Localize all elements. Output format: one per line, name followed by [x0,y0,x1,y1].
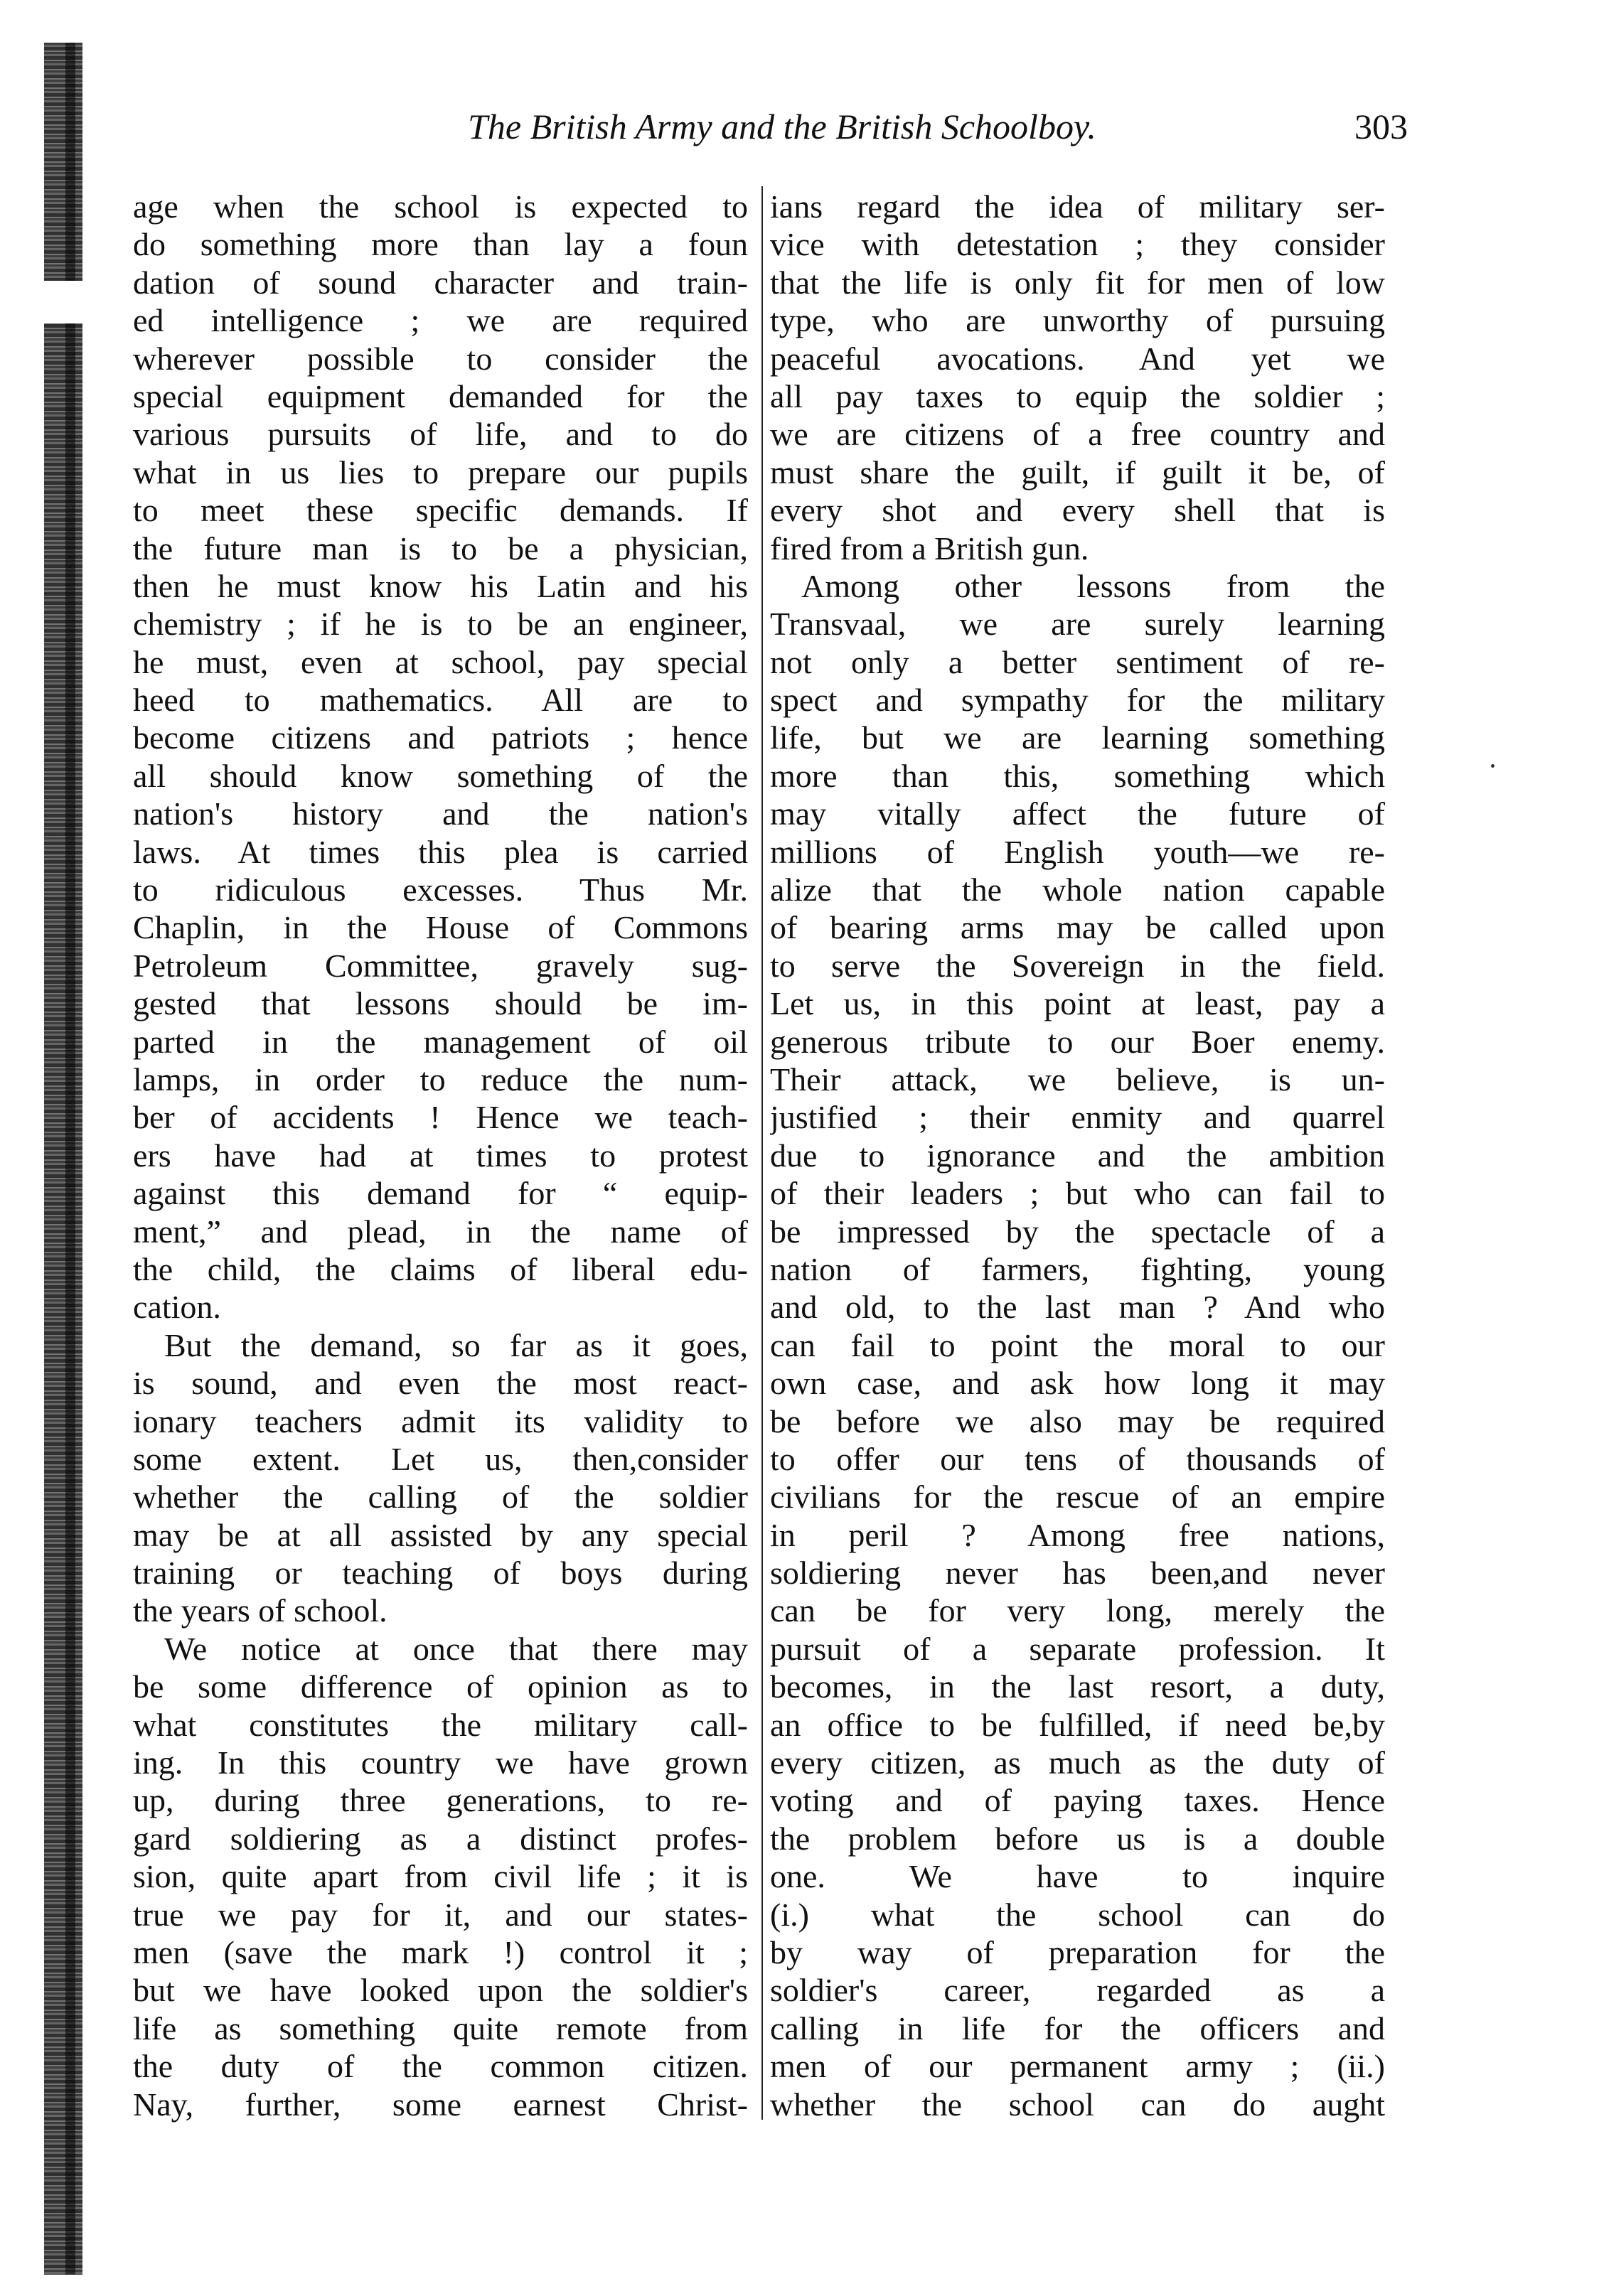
text-line: dation of sound character and train- [133,264,748,301]
text-line: soldiering never has been,and never [770,1555,1385,1592]
text-line: spect and sympathy for the military [770,682,1385,719]
binding-edge-gap [44,281,82,323]
text-line: own case, and ask how long it may [770,1365,1385,1402]
text-line: heed to mathematics. All are to [133,682,748,719]
text-line: may vitally affect the future of [770,795,1385,832]
text-line: the duty of the common citizen. [133,2048,748,2085]
text-line: special equipment demanded for the [133,377,748,414]
text-line: to serve the Sovereign in the field. [770,947,1385,984]
text-line: can fail to point the moral to our [770,1326,1385,1363]
text-line: we are citizens of a free country and [770,416,1385,453]
text-line: Among other lessons from the [801,567,1385,604]
text-line: of their leaders ; but who can fail to [770,1175,1385,1212]
text-line: one. We have to inquire [770,1858,1385,1895]
text-line: must share the guilt, if guilt it be, of [770,454,1385,490]
text-line: soldier's career, regarded as a [770,1972,1385,2009]
text-line: every citizen, as much as the duty of [770,1744,1385,1781]
text-line: calling in life for the officers and [770,2010,1385,2046]
text-line: not only a better sentiment of re- [770,643,1385,680]
text-line: various pursuits of life, and to do [133,416,748,453]
text-line: ionary teachers admit its validity to [133,1402,748,1439]
column-divider-rule [761,186,763,2120]
text-line: peaceful avocations. And yet we [770,340,1385,377]
text-line: laws. At times this plea is carried [133,833,748,870]
text-line: all should know something of the [133,757,748,794]
text-line: can be for very long, merely the [770,1592,1385,1629]
text-line: true we pay for it, and our states- [133,1896,748,1933]
text-line: Their attack, we believe, is un- [770,1061,1385,1098]
text-line: by way of preparation for the [770,1933,1385,1970]
text-line: some extent. Let us, then,consider [133,1440,748,1477]
text-line: more than this, something which [770,757,1385,794]
text-line: the future man is to be a physician, [133,530,748,567]
text-line: civilians for the rescue of an empire [770,1479,1385,1516]
text-line: be impressed by the spectacle of a [770,1213,1385,1250]
text-line: wherever possible to consider the [133,340,748,377]
text-line: the problem before us is a double [770,1820,1385,1857]
text-line: cation. [133,1289,221,1326]
page-number: 303 [1354,107,1408,146]
text-line: is sound, and even the most react- [133,1365,748,1402]
text-line: that the life is only fit for men of low [770,264,1385,301]
text-line: he must, even at school, pay special [133,643,748,680]
text-line: parted in the management of oil [133,1023,748,1060]
text-line: But the demand, so far as it goes, [164,1326,748,1363]
text-line: become citizens and patriots ; hence [133,719,748,756]
text-line: training or teaching of boys during [133,1555,748,1592]
text-line: an office to be fulfilled, if need be,by [770,1706,1385,1743]
text-line: life as something quite remote from [133,2010,748,2046]
text-line: alize that the whole nation capable [770,871,1385,908]
text-line: men of our permanent army ; (ii.) [770,2048,1385,2085]
text-line: of bearing arms may be called upon [770,909,1385,946]
text-line: to offer our tens of thousands of [770,1440,1385,1477]
text-line: Let us, in this point at least, pay a [770,985,1385,1022]
running-title: The British Army and the British Schoolboy. [468,107,1096,146]
text-line: Nay, further, some earnest Christ- [133,2086,748,2123]
text-line: sion, quite apart from civil life ; it is [133,1858,748,1895]
text-line: ing. In this country we have grown [133,1744,748,1781]
text-line: nation of farmers, fighting, young [770,1250,1385,1287]
text-line: men (save the mark !) control it ; [133,1933,748,1970]
right-text-column [770,188,1385,2123]
text-line: ment,” and plead, in the name of [133,1213,748,1250]
text-line: becomes, in the last resort, a duty, [770,1668,1385,1705]
text-line: the years of school. [133,1592,387,1629]
text-line: what constitutes the military call- [133,1706,748,1743]
text-line: pursuit of a separate profession. It [770,1630,1385,1667]
text-line: all pay taxes to equip the soldier ; [770,377,1385,414]
scanned-binding-edge [44,43,82,2275]
text-line: (i.) what the school can do [770,1896,1385,1933]
left-text-column [133,188,748,2123]
scanned-binding-shadow [65,43,75,2275]
text-line: fired from a British gun. [770,530,1089,567]
text-line: gested that lessons should be im- [133,985,748,1022]
text-line: voting and of paying taxes. Hence [770,1782,1385,1819]
text-line: be before we also may be required [770,1402,1385,1439]
text-line: age when the school is expected to [133,188,748,225]
scan-speck [1491,764,1495,768]
text-line: ed intelligence ; we are required [133,302,748,339]
text-line: gard soldiering as a distinct profes- [133,1820,748,1857]
text-line: Transvaal, we are surely learning [770,606,1385,643]
text-line: up, during three generations, to re- [133,1782,748,1819]
text-line: in peril ? Among free nations, [770,1516,1385,1553]
text-line: whether the calling of the soldier [133,1479,748,1516]
text-line: every shot and every shell that is [770,492,1385,529]
text-line: type, who are unworthy of pursuing [770,302,1385,339]
text-line: We notice at once that there may [164,1630,748,1667]
text-line: ber of accidents ! Hence we teach- [133,1099,748,1136]
text-line: but we have looked upon the soldier's [133,1972,748,2009]
text-line: vice with detestation ; they consider [770,226,1385,263]
text-line: be some difference of opinion as to [133,1668,748,1705]
text-line: what in us lies to prepare our pupils [133,454,748,490]
text-line: against this demand for “ equip- [133,1175,748,1212]
text-line: do something more than lay a foun [133,226,748,263]
text-line: lamps, in order to reduce the num- [133,1061,748,1098]
text-line: due to ignorance and the ambition [770,1137,1385,1174]
text-line: generous tribute to our Boer enemy. [770,1023,1385,1060]
text-line: justified ; their enmity and quarrel [770,1099,1385,1136]
text-line: may be at all assisted by any special [133,1516,748,1553]
text-line: the child, the claims of liberal edu- [133,1250,748,1287]
text-line: Petroleum Committee, gravely sug- [133,947,748,984]
text-line: millions of English youth—we re- [770,833,1385,870]
text-line: chemistry ; if he is to be an engineer, [133,606,748,643]
text-line: to meet these specific demands. If [133,492,748,529]
text-line: nation's history and the nation's [133,795,748,832]
text-line: and old, to the last man ? And who [770,1289,1385,1326]
text-line: whether the school can do aught [770,2086,1385,2123]
text-line: to ridiculous excesses. Thus Mr. [133,871,748,908]
text-line: ians regard the idea of military ser- [770,188,1385,225]
text-line: ers have had at times to protest [133,1137,748,1174]
text-line: Chaplin, in the House of Commons [133,909,748,946]
text-line: life, but we are learning something [770,719,1385,756]
text-line: then he must know his Latin and his [133,567,748,604]
